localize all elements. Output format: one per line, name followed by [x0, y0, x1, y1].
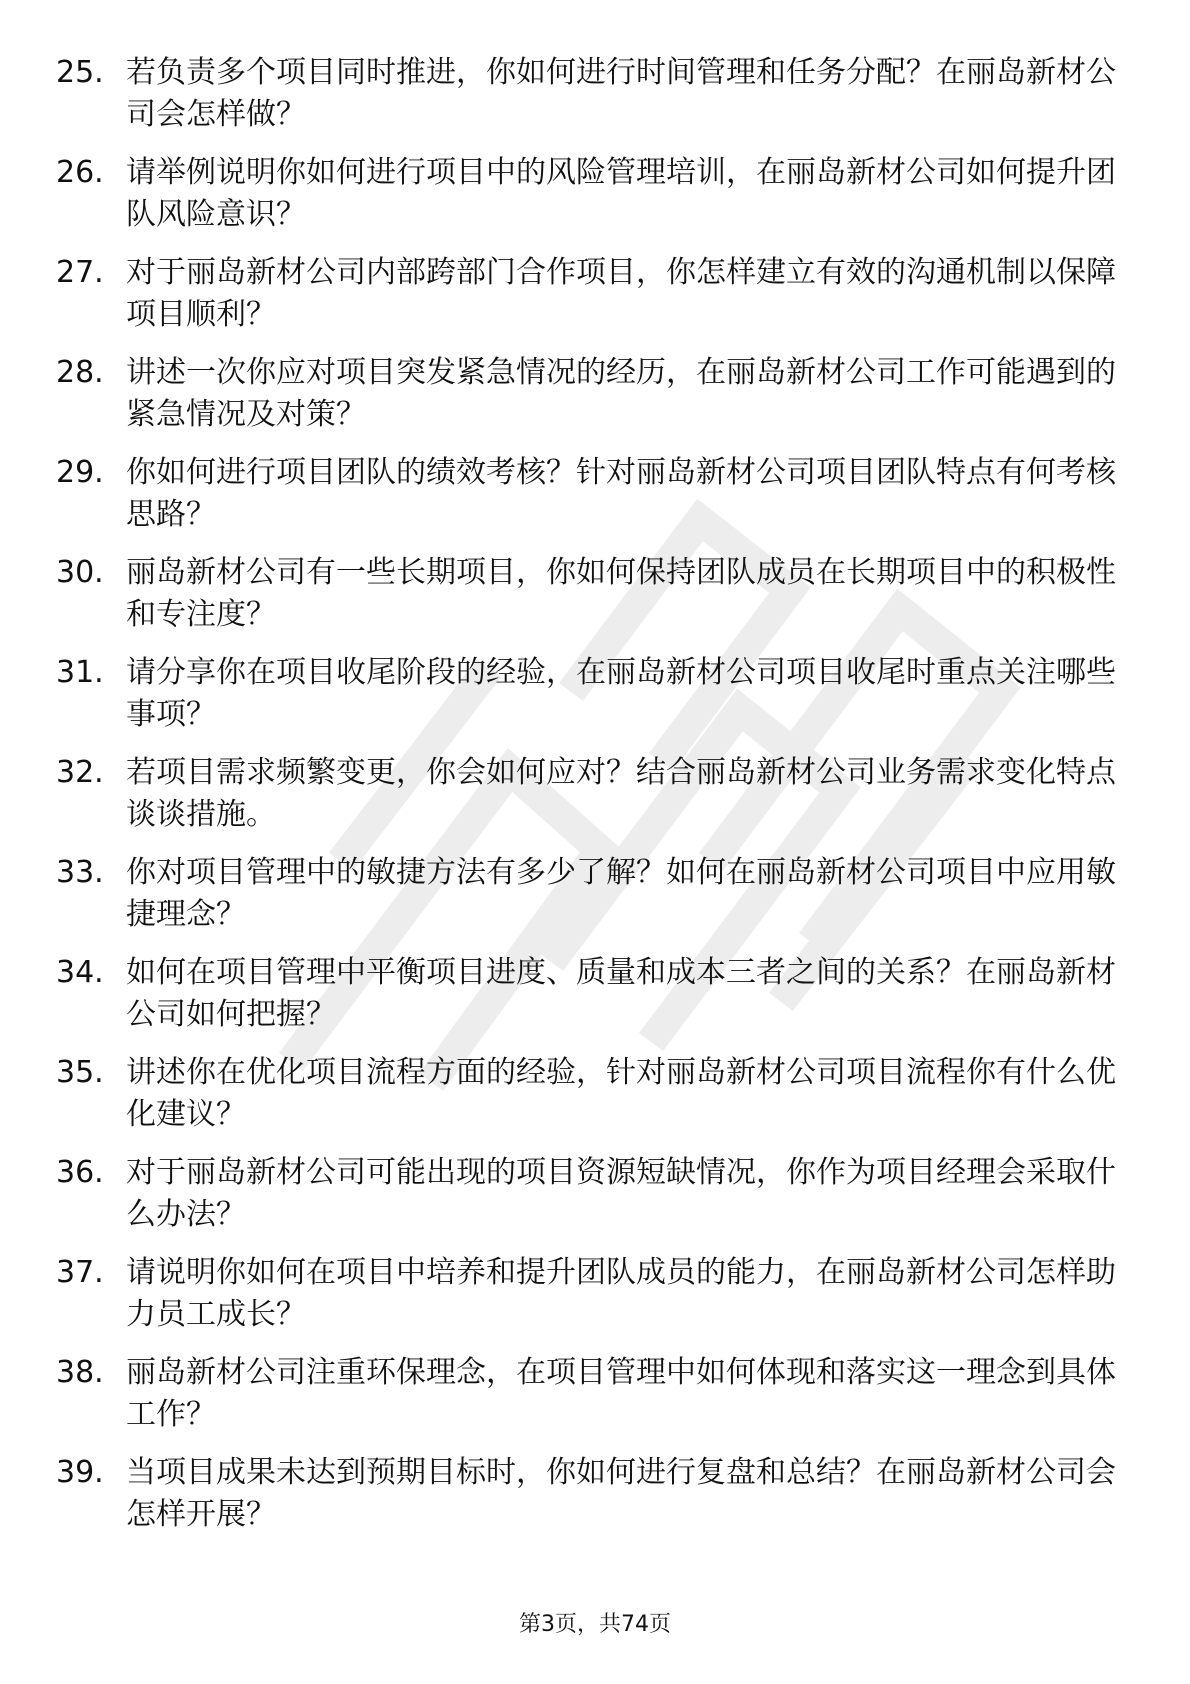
question-text: 若负责多个项目同时推进，你如何进行时间管理和任务分配？在丽岛新材公司会怎样做？ — [126, 55, 1116, 132]
question-number: 31. — [56, 655, 104, 690]
list-item — [56, 452, 1116, 552]
question-number: 29. — [56, 455, 104, 490]
question-text: 若项目需求频繁变更，你会如何应对？结合丽岛新材公司业务需求变化特点谈谈措施。 — [126, 755, 1116, 832]
question-text: 讲述一次你应对项目突发紧急情况的经历，在丽岛新材公司工作可能遇到的紧急情况及对策？ — [126, 355, 1116, 432]
list-item — [56, 752, 1116, 852]
question-text: 你如何进行项目团队的绩效考核？针对丽岛新材公司项目团队特点有何考核思路？ — [126, 455, 1116, 532]
question-text: 丽岛新材公司注重环保理念，在项目管理中如何体现和落实这一理念到具体工作？ — [126, 1355, 1116, 1432]
question-text: 讲述你在优化项目流程方面的经验，针对丽岛新材公司项目流程你有什么优化建议？ — [126, 1055, 1116, 1132]
question-number: 30. — [56, 555, 104, 590]
question-text: 你对项目管理中的敏捷方法有多少了解？如何在丽岛新材公司项目中应用敏捷理念？ — [126, 855, 1116, 932]
question-number: 33. — [56, 855, 104, 890]
list-item — [56, 852, 1116, 952]
question-text: 请分享你在项目收尾阶段的经验，在丽岛新材公司项目收尾时重点关注哪些事项？ — [126, 655, 1116, 732]
question-text: 如何在项目管理中平衡项目进度、质量和成本三者之间的关系？在丽岛新材公司如何把握？ — [126, 955, 1116, 1032]
list-item — [56, 652, 1116, 752]
question-number: 28. — [56, 355, 104, 390]
list-item — [56, 552, 1116, 652]
list-item — [56, 1152, 1116, 1252]
question-number: 39. — [56, 1455, 104, 1490]
list-item — [56, 352, 1116, 452]
page-footer: 第3页，共74页 — [519, 1612, 671, 1637]
question-number: 27. — [56, 255, 104, 290]
list-item — [56, 1352, 1116, 1452]
question-number: 32. — [56, 755, 104, 790]
list-item — [56, 252, 1116, 352]
list-item — [56, 152, 1116, 252]
question-list — [56, 52, 1116, 1552]
question-number: 26. — [56, 155, 104, 190]
question-text: 请说明你如何在项目中培养和提升团队成员的能力，在丽岛新材公司怎样助力员工成长？ — [126, 1255, 1116, 1332]
question-number: 37. — [56, 1255, 104, 1290]
question-number: 25. — [56, 55, 104, 90]
question-text: 丽岛新材公司有一些长期项目，你如何保持团队成员在长期项目中的积极性和专注度？ — [126, 555, 1116, 632]
list-item — [56, 52, 1116, 152]
list-item — [56, 952, 1116, 1052]
question-text: 对于丽岛新材公司内部跨部门合作项目，你怎样建立有效的沟通机制以保障项目顺利？ — [126, 255, 1116, 332]
question-text: 对于丽岛新材公司可能出现的项目资源短缺情况，你作为项目经理会采取什么办法？ — [126, 1155, 1116, 1232]
question-number: 35. — [56, 1055, 104, 1090]
question-number: 34. — [56, 955, 104, 990]
question-number: 38. — [56, 1355, 104, 1390]
list-item — [56, 1052, 1116, 1152]
question-number: 36. — [56, 1155, 104, 1190]
list-item — [56, 1452, 1116, 1552]
question-text: 请举例说明你如何进行项目中的风险管理培训，在丽岛新材公司如何提升团队风险意识？ — [126, 155, 1116, 232]
list-item — [56, 1252, 1116, 1352]
question-text: 当项目成果未达到预期目标时，你如何进行复盘和总结？在丽岛新材公司会怎样开展？ — [126, 1455, 1116, 1532]
